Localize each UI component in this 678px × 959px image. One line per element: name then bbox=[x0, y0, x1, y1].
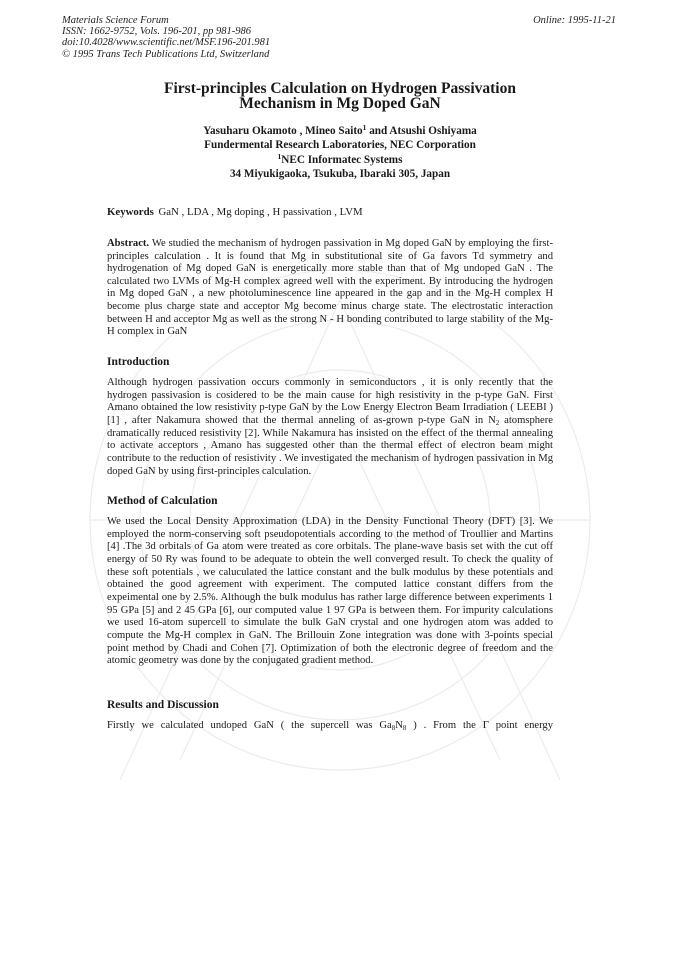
issn-line: ISSN: 1662-9752, Vols. 196-201, pp 981-986 bbox=[62, 26, 251, 38]
author-names: Yasuharu Okamoto , Mineo Saito$^1$ and Atsushi Oshiyama bbox=[203, 123, 477, 137]
method-paragraph: We used the Local Density Approximation (LDA) in the Density Functional Theory (DFT) [3]. We employed the norm-conserving soft pseudopotentials according to the method of Troullier and Martins [4] .The 3d orbitals of Ga atom were treated as core orbitals. The plane-wave basis set with the cut off energy of 50 Ry was found to be adequate to obtein the well converged result. To check the quality of these soft potentials , we caluculated the lattice constant and the bulk modulus by these potentials and obtained the good agreement with experiment. The computed lattice constant differs from the expeimental one by 2.5%. Although the bulk modulus has rather large difference between experiments 1 95 GPa [5] and 2 45 GPa [6], our computed value 1 97 GPa is between them. For impurity calculations we used 16-atom supercell to simulate the bulk GaN crystal and one hydrogen atom was added to compute the Mg-H complex in GaN. The Brillouin Zone integration was done with 3-points special point method by Chadi and Cohen [7]. Optimization of both the electronic degree of freedom and the atomic geometry was done by the conjugated gradient method. bbox=[107, 516, 553, 667]
keywords bbox=[107, 206, 363, 218]
abstract-label: Abstract. bbox=[107, 238, 150, 249]
abstract-text: We studied the mechanism of hydrogen passivation in Mg doped GaN by employing the first-principles calculation . It is found that Mg in substitutional site of Ga favors Td symmetry and hydrogenation of Mg doped GaN is energetically more stable than that of Mg undoped GaN . The calculated two LVMs of Mg-H complex agreed well with the experiment. By introducing the hydrogen in Mg doped GaN , a new photoluminescence line appeared in the gap and in the Mg-H complex H become plus charge state and acceptor Mg become minus charge state. The electrostatic interaction between H and acceptor Mg as well as the strong N - H bonding contributed to large stability of the Mg-H complex in GaN bbox=[107, 238, 554, 338]
title-line-1: First-principles Calculation on Hydrogen Passivation bbox=[164, 80, 516, 97]
keywords-text: GaN , LDA , Mg doping , H passivation , LVM bbox=[158, 206, 363, 218]
introduction-paragraph: Although hydrogen passivation occurs commonly in semiconductors , it is only recently that the hydrogen passivasion is cosidered to be the main cause for high resistivity in the p-type GaN. First Amano obtained the low resistivity p-type GaN by the Low Energy Electron Beam Irradiation ( LEEBI ) [1] , after Nakamura showed that the thermal anneling of as-grown p-type GaN in $N_2$ atomsphere dramatically reduced resistivity [2]. While Nakamura has insisted on the effect of the thermal annealing to activate acceptors , Amano has suggested other than the thermal effect of electron beam might contribute to the reduction of resistivity . We investigated the mechanism of hydrogen passivation in Mg doped GaN by using first-principles calculation. bbox=[107, 377, 553, 477]
keywords-label: Keywords bbox=[107, 206, 154, 218]
affiliation-address: 34 Miyukigaoka, Tsukuba, Ibaraki 305, Japan bbox=[229, 168, 451, 181]
journal-name: Materials Science Forum bbox=[62, 15, 169, 26]
section-heading-method: Method of Calculation bbox=[107, 495, 218, 507]
copyright-line: © 1995 Trans Tech Publications Ltd, Switzerland bbox=[62, 48, 270, 60]
section-heading-results: Results and Discussion bbox=[107, 699, 219, 711]
doi-link[interactable]: doi:10.4028/www.scientific.net/MSF.196-201.981 bbox=[62, 37, 271, 49]
abstract bbox=[107, 238, 553, 339]
results-paragraph: Firstly we calculated undoped GaN ( the supercell was $Ga_8N_8$ ) . From the Γ point energy bbox=[107, 720, 553, 732]
affiliation-2: $^1$NEC Informatec Systems bbox=[277, 151, 403, 166]
title-line-2: Mechanism in Mg Doped GaN bbox=[239, 95, 441, 112]
journal-header bbox=[62, 15, 270, 60]
author-block bbox=[60, 124, 620, 182]
online-date: Online: 1995-11-21 bbox=[533, 15, 616, 26]
affiliation-1: Fundermental Research Laboratories, NEC Corporation bbox=[204, 139, 476, 152]
section-heading-introduction: Introduction bbox=[107, 356, 170, 368]
paper-title bbox=[60, 81, 620, 111]
